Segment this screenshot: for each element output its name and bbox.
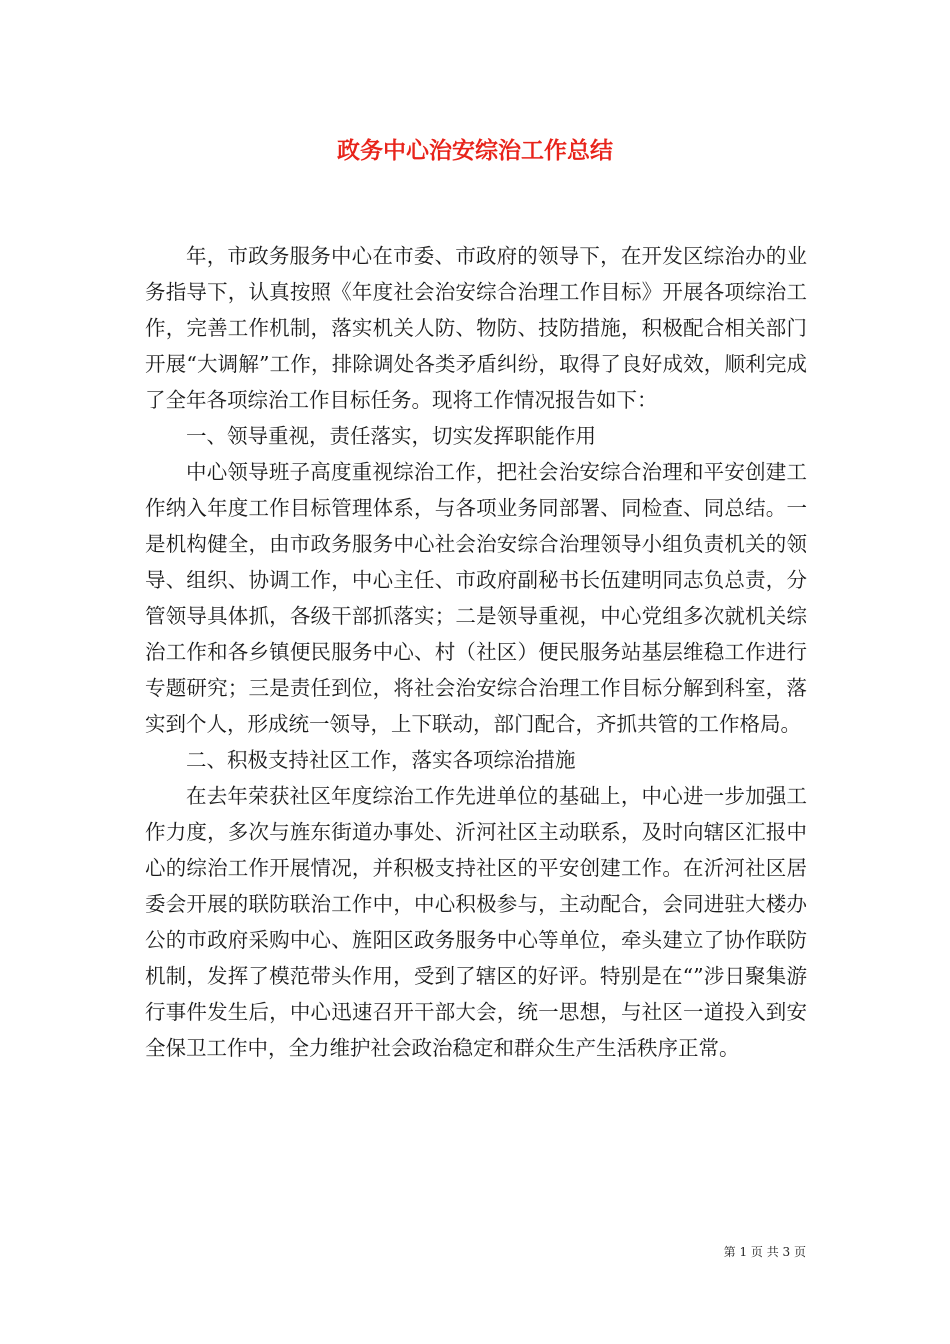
section-heading-2: 二、积极支持社区工作，落实各项综治措施 (186, 748, 576, 772)
paragraph-intro: 年，市政务服务中心在市委、市政府的领导下，在开发区综治办的业务指导下，认真按照《年度社会治安综合治理工作目标》开展各项综治工作，完善工作机制，落实机关人防、物防、技防措施，积极配合相关部门开展“大调解”工作，排除调处各类矛盾纠纷，取得了良好成效，顺利完成了全年各项综治工作目标任务。现将工作情况报告如下： (145, 244, 807, 412)
section-heading-1: 一、领导重视，责任落实，切实发挥职能作用 (186, 424, 596, 448)
page-number-footer: 第 1 页 共 3 页 (723, 1245, 806, 1259)
paragraph-section-2: 在去年荣获社区年度综治工作先进单位的基础上，中心进一步加强工作力度，多次与旌东街道办事处、沂河社区主动联系，及时向辖区汇报中心的综治工作开展情况，并积极支持社区的平安创建工作。在沂河社区居委会开展的联防联治工作中，中心积极参与，主动配合，会同进驻大楼办公的市政府采购中心、旌阳区政务服务中心等单位，牵头建立了协作联防机制，发挥了模范带头作用，受到了辖区的好评。特别是在“”涉日聚集游行事件发生后，中心迅速召开干部大会，统一思想，与社区一道投入到安全保卫工作中，全力维护社会政治稳定和群众生产生活秩序正常。 (145, 784, 807, 1060)
paragraph-section-1: 中心领导班子高度重视综治工作，把社会治安综合治理和平安创建工作纳入年度工作目标管理体系，与各项业务同部署、同检查、同总结。一是机构健全，由市政务服务中心社会治安综合治理领导小组负责机关的领导、组织、协调工作，中心主任、市政府副秘书长伍建明同志负总责，分管领导具体抓，各级干部抓落实；二是领导重视，中心党组多次就机关综治工作和各乡镇便民服务中心、村（社区）便民服务站基层维稳工作进行专题研究；三是责任到位，将社会治安综合治理工作目标分解到科室，落实到个人，形成统一领导，上下联动，部门配合，齐抓共管的工作格局。 (145, 460, 807, 736)
document-title: 政务中心治安综治工作总结 (337, 137, 613, 164)
document-body (145, 238, 807, 1066)
